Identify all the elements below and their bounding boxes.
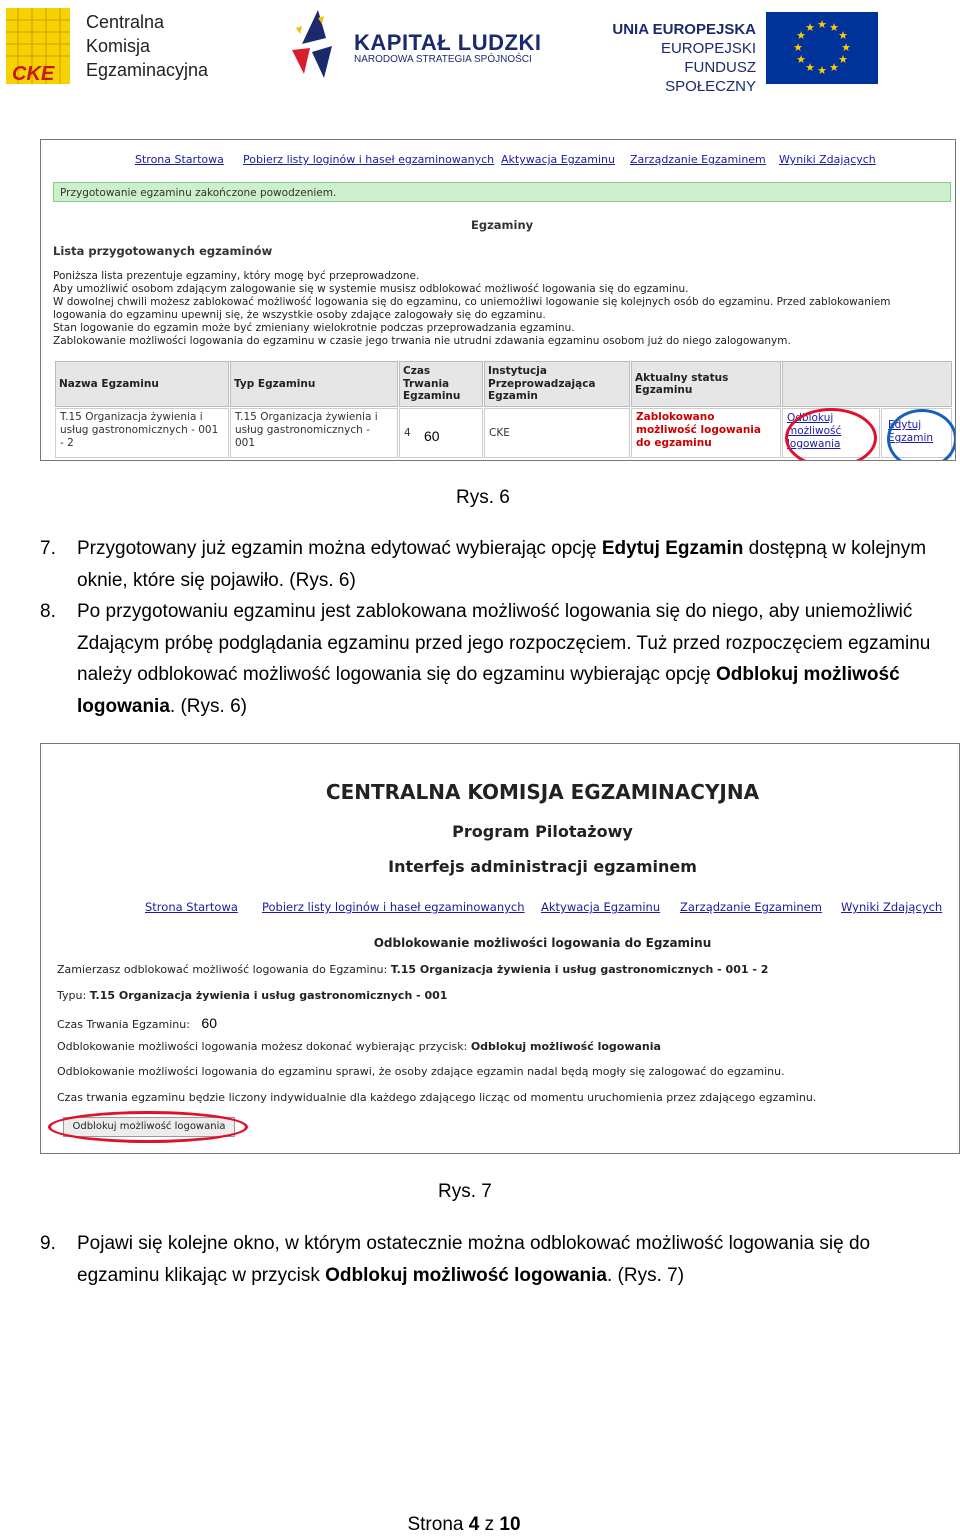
section-title: Egzaminy [471,218,534,232]
list-item-8: 8. Po przygotowaniu egzaminu jest zablokowana możliwość logowania się do niego, aby uniemożliwić Zdającym próbę podglądania egzaminu przed jego rozpoczęciem. Tuż przed rozpoczęciem egzaminu należy odblokować możliwość logowania się do egzaminu wybierając opcję Odblokuj możliwość logowania. (Rys. 6) [40,601,931,717]
page-number: Strona 4 z 10 [407,1514,521,1535]
eu-fund-text: UNIA EUROPEJSKA EUROPEJSKI FUNDUSZ SPOŁECZNY [612,21,756,95]
cke-name: Centralna Komisja Egzaminacyjna [86,12,209,80]
svg-text:★: ★ [796,29,806,42]
svg-text:★: ★ [793,41,803,54]
svg-text:★: ★ [805,61,815,74]
panel-main-title: CENTRALNA KOMISJA EGZAMINACYJNA [325,780,760,804]
svg-text:CKE: CKE [12,63,55,84]
red-highlight-ring [785,408,877,461]
unlock-instruction-line: Odblokowanie możliwości logowania możesz dokonać wybierając przycisk: Odblokuj możliwość logowania [57,1040,661,1053]
nav-management-link[interactable]: Zarządzanie Egzaminem [680,900,822,914]
edit-exam-link[interactable]: Edytuj Egzamin [888,419,934,444]
list-description: Poniższa lista prezentuje egzaminy, który mogę być przeprowadzone. Aby umożliwić osobom zdającym zalogowanie się w systemie musisz odblokować możliwość logowania się do egzaminu. W dowolnej chwili możesz zablokować możliwość logowania się do egzaminu, co uniemożliwi logowanie się kolejnych osób do egzaminu. Przed zablokowaniem logowania do egzaminu upewnij się, że wszystkie osoby zdające zalogowały się do egzaminu. Stan logowanie do egzamin może być zmieniany wielokrotnie podczas przeprowadzania egzaminu. Zablokowanie możliwości logowania do egzaminu w czasie jego trwania nie utrudni zdawania egzaminu osobom już do niego zalogowanym. [53,270,891,347]
figure-caption-6: Rys. 6 [456,487,510,508]
eu-flag [766,12,878,84]
nav-logins-link[interactable]: Pobierz listy loginów i haseł egzaminowanych [243,153,495,166]
cell-institution: CKE [484,408,630,458]
svg-text:★: ★ [838,29,848,42]
nav-activation-link[interactable]: Aktywacja Egzaminu [541,900,661,914]
nav-logins-link[interactable]: Pobierz listy loginów i haseł egzaminowanych [262,900,525,914]
nav-activation-link[interactable]: Aktywacja Egzaminu [501,153,615,166]
svg-text:★: ★ [829,61,839,74]
svg-text:★: ★ [817,18,827,31]
unlock-login-link[interactable]: Odblokuj możliwość logowania [787,412,842,450]
red-highlight-ring [48,1111,248,1143]
cke-logo [6,8,70,84]
svg-text:★: ★ [838,53,848,66]
svg-text:★: ★ [841,41,851,54]
unlock-login-button[interactable]: Odblokuj możliwość logowania [63,1117,235,1137]
success-message: Przygotowanie egzaminu zakończone powodzeniem. [53,182,951,202]
screenshot-exam-list [40,139,956,461]
panel-subtitle-program: Program Pilotażowy [452,822,633,841]
col-header-type: Typ Egzaminu [230,361,398,407]
cell-status: Zablokowano możliwość logowania do egzaminu [631,408,781,458]
kapital-ludzki-title: KAPITAŁ LUDZKI [354,30,542,55]
panel-subtitle-interface: Interfejs administracji egzaminem [388,857,697,876]
edit-exam-option: Edytuj Egzamin [601,538,744,559]
screenshot-unlock-login [40,743,960,1154]
figure-caption-7: Rys. 7 [438,1181,492,1202]
col-header-actions [782,361,952,407]
nav-results-link[interactable]: Wyniki Zdających [779,153,876,166]
duration-note-line: Czas trwania egzaminu będzie liczony indywidualnie dla każdego zdającego licząc od momentu uruchomienia przez zdającego egzaminu. [57,1091,817,1104]
unlock-section-title: Odblokowanie możliwości logowania do Egzaminu [373,936,712,950]
col-header-duration: Czas Trwania Egzaminu [399,361,483,407]
svg-text:★: ★ [829,21,839,34]
list-item-9: 9. Pojawi się kolejne okno, w którym ostatecznie można odblokować możliwość logowania się do egzaminu klikając w przycisk Odblokuj możliwość logowania. (Rys. 7) [40,1233,871,1286]
nav-home-link[interactable]: Strona Startowa [135,153,224,166]
unlock-login-button-ref: Odblokuj możliwość logowania [325,1264,607,1286]
cell-exam-type: T.15 Organizacja żywienia i usług gastronomicznych - 001 [230,408,398,458]
unlock-login-option: Odblokuj możliwość logowania [77,664,900,717]
cell-exam-name: T.15 Organizacja żywienia i usług gastronomicznych - 001 - 2 [55,408,229,458]
list-item-7: 7. Przygotowany już egzamin można edytować wybierając opcję Edytuj Egzamin dostępną w kolejnym oknie, które się pojawiło. (Rys. 6) [40,538,927,591]
nav-results-link[interactable]: Wyniki Zdających [841,900,943,914]
col-header-name: Nazwa Egzaminu [55,361,229,407]
unlock-effect-line: Odblokowanie możliwości logowania do egzaminu sprawi, że osoby zdające egzamin nadal będą mogły się zalogować do egzaminu. [57,1065,785,1078]
exam-duration-line: Czas Trwania Egzaminu: 60 [57,1015,217,1031]
cell-duration: 4 60 [399,408,483,458]
svg-text:★: ★ [796,53,806,66]
kapital-ludzki-logo [288,4,336,84]
svg-text:★: ★ [805,21,815,34]
unlock-target-line: Zamierzasz odblokować możliwość logowania do Egzaminu: T.15 Organizacja żywienia i usług gastronomicznych - 001 - 2 [57,963,769,976]
exam-type-line: Typu: T.15 Organizacja żywienia i usług gastronomicznych - 001 [57,989,448,1002]
svg-text:★: ★ [817,64,827,77]
col-header-institution: Instytucja Przeprowadzająca Egzamin [484,361,630,407]
list-title: Lista przygotowanych egzaminów [53,244,273,258]
nav-home-link[interactable]: Strona Startowa [145,900,238,914]
col-header-status: Aktualny status Egzaminu [631,361,781,407]
nav-management-link[interactable]: Zarządzanie Egzaminem [630,153,766,166]
kapital-ludzki-subtitle: NARODOWA STRATEGIA SPÓJNOŚCI [354,54,532,65]
blue-highlight-ring [887,409,956,461]
